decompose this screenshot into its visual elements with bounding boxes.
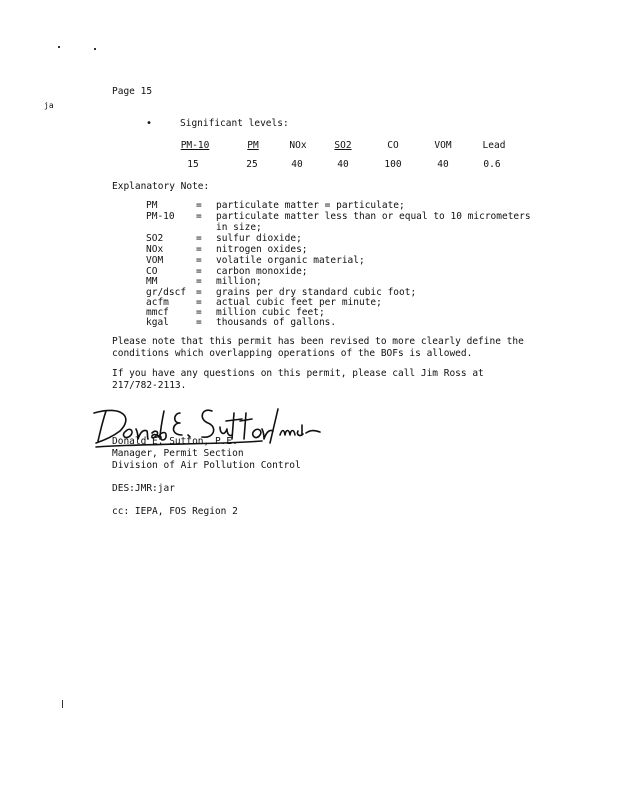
- note-definition: carbon monoxide;: [216, 266, 308, 277]
- scan-edge-mark: [62, 700, 63, 708]
- note-abbr: NOx: [146, 244, 164, 255]
- levels-value: 0.6: [483, 159, 501, 170]
- note-abbr: kgal: [146, 317, 169, 328]
- levels-header: NOx: [289, 140, 307, 151]
- note-equals: =: [196, 287, 202, 298]
- note-definition: sulfur dioxide;: [216, 233, 302, 244]
- note-abbr: PM-10: [146, 211, 175, 222]
- note-equals: =: [196, 307, 202, 318]
- note-definition: particulate matter = particulate;: [216, 200, 405, 211]
- scan-speck: [94, 48, 96, 50]
- explanatory-note-title: Explanatory Note:: [112, 181, 210, 192]
- note-abbr: gr/dscf: [146, 287, 187, 298]
- contact-paragraph-line: If you have any questions on this permit, please call Jim Ross at: [112, 368, 484, 379]
- note-abbr: CO: [146, 266, 158, 277]
- levels-header: Lead: [482, 140, 506, 151]
- note-row: [0, 317, 618, 329]
- levels-value-row: [0, 159, 618, 171]
- note-definition: particulate matter less than or equal to 10 micrometers: [216, 211, 531, 222]
- reference-initials: DES:JMR:jar: [112, 483, 175, 494]
- note-definition: thousands of gallons.: [216, 317, 337, 328]
- note-abbr: SO2: [146, 233, 164, 244]
- note-abbr: MM: [146, 276, 158, 287]
- note-definition: million;: [216, 276, 262, 287]
- stray-mark: ja: [44, 101, 54, 110]
- note-definition: in size;: [216, 222, 262, 233]
- contact-paragraph-line: 217/782-2113.: [112, 380, 187, 391]
- levels-header: CO: [387, 140, 399, 151]
- levels-header: PM: [247, 140, 259, 151]
- note-equals: =: [196, 233, 202, 244]
- levels-value: 40: [437, 159, 449, 170]
- note-equals: =: [196, 276, 202, 287]
- note-definition: nitrogen oxides;: [216, 244, 308, 255]
- levels-value: 25: [246, 159, 258, 170]
- note-equals: =: [196, 266, 202, 277]
- carbon-copy-line: cc: IEPA, FOS Region 2: [112, 506, 238, 517]
- note-abbr: mmcf: [146, 307, 169, 318]
- note-abbr: acfm: [146, 297, 169, 308]
- note-definition: volatile organic material;: [216, 255, 365, 266]
- note-definition: million cubic feet;: [216, 307, 325, 318]
- note-abbr: VOM: [146, 255, 164, 266]
- significant-levels-title: Significant levels:: [180, 118, 289, 129]
- levels-value: 40: [291, 159, 303, 170]
- note-equals: =: [196, 255, 202, 266]
- revision-paragraph-line: Please note that this permit has been revised to more clearly define the: [112, 336, 524, 347]
- scan-speck: [58, 46, 60, 48]
- levels-header-row: [0, 140, 618, 152]
- note-definition: actual cubic feet per minute;: [216, 297, 382, 308]
- levels-value: 15: [187, 159, 199, 170]
- page-number: Page 15: [112, 86, 153, 97]
- levels-value: 100: [384, 159, 402, 170]
- revision-paragraph-line: conditions which overlapping operations of the BOFs is allowed.: [112, 348, 473, 359]
- signer-division: Division of Air Pollution Control: [112, 460, 301, 471]
- note-definition: grains per dry standard cubic foot;: [216, 287, 417, 298]
- note-abbr: PM: [146, 200, 158, 211]
- note-equals: =: [196, 317, 202, 328]
- levels-header: PM-10: [180, 140, 210, 151]
- signer-name: Donald E. Sutton, P.E.: [112, 436, 238, 447]
- levels-header: SO2: [334, 140, 352, 151]
- note-equals: =: [196, 211, 202, 222]
- levels-header: VOM: [434, 140, 452, 151]
- signer-title: Manager, Permit Section: [112, 448, 244, 459]
- note-equals: =: [196, 200, 202, 211]
- levels-value: 40: [337, 159, 349, 170]
- note-equals: =: [196, 244, 202, 255]
- bullet: •: [146, 118, 153, 129]
- note-equals: =: [196, 297, 202, 308]
